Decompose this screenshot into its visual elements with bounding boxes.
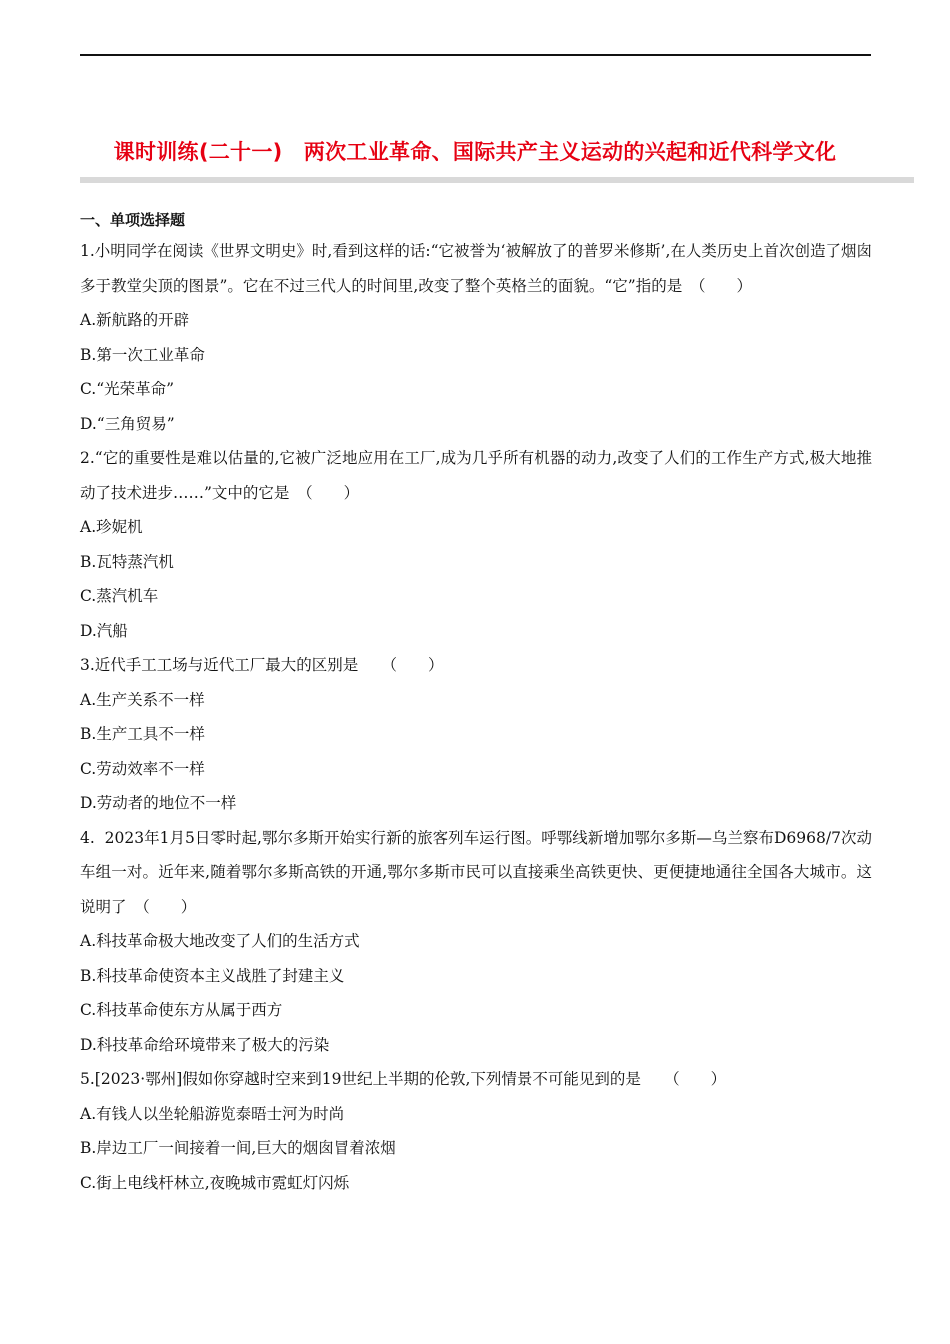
question-4 <box>80 821 872 1063</box>
option-b: B.生产工具不一样 <box>80 725 205 743</box>
header-rule <box>80 54 871 56</box>
option-a: A.生产关系不一样 <box>80 690 205 709</box>
question-5 <box>80 1062 872 1200</box>
question-stem: 1.小明同学在阅读《世界文明史》时,看到这样的话:“它被誉为‘被解放了的普罗米修斯’,在人类历史上首次创造了烟囱多于教堂尖顶的图景”。它在不过三代人的时间里,改变了整个英格兰的面貌。“它”指的是 （ ） <box>80 242 872 295</box>
option-c: C.劳动效率不一样 <box>80 759 205 778</box>
question-list <box>80 206 872 1200</box>
section-heading: 一、单项选择题 <box>80 211 186 229</box>
option-c: C.蒸汽机车 <box>80 587 159 605</box>
option-d: D.“三角贸易” <box>80 414 175 433</box>
option-c: C.“光荣革命” <box>80 380 175 398</box>
option-b: B.瓦特蒸汽机 <box>80 552 174 571</box>
option-b: B.岸边工厂一间接着一间,巨大的烟囱冒着浓烟 <box>80 1139 396 1157</box>
option-d: D.劳动者的地位不一样 <box>80 794 237 812</box>
option-b: B.第一次工业革命 <box>80 345 205 364</box>
question-stem: 3.近代手工工场与近代工厂最大的区别是 （ ） <box>80 656 444 674</box>
option-a: A.科技革命极大地改变了人们的生活方式 <box>80 932 360 950</box>
question-1 <box>80 234 872 441</box>
option-b: B.科技革命使资本主义战胜了封建主义 <box>80 966 345 985</box>
page-title: 课时训练(二十一) 两次工业革命、国际共产主义运动的兴起和近代科学文化 <box>113 140 837 164</box>
question-stem: 2.“它的重要性是难以估量的,它被广泛地应用在工厂,成为几乎所有机器的动力,改变了人们的工作生产方式,极大地推动了技术进步……”文中的它是 （ ） <box>80 449 872 502</box>
question-stem: 5.[2023·鄂州]假如你穿越时空来到19世纪上半期的伦敦,下列情景不可能见到的是 （ ） <box>80 1070 727 1088</box>
question-3 <box>80 648 872 821</box>
option-a: A.新航路的开辟 <box>80 311 190 329</box>
option-d: D.科技革命给环境带来了极大的污染 <box>80 1035 330 1054</box>
question-2 <box>80 441 872 648</box>
option-c: C.科技革命使东方从属于西方 <box>80 1001 283 1019</box>
option-a: A.珍妮机 <box>80 518 143 536</box>
title-underline-bar <box>80 177 914 183</box>
option-d: D.汽船 <box>80 621 128 640</box>
option-c: C.街上电线杆林立,夜晚城市霓虹灯闪烁 <box>80 1173 350 1192</box>
option-a: A.有钱人以坐轮船游览泰晤士河为时尚 <box>80 1104 345 1123</box>
question-stem: 4. 2023年1月5日零时起,鄂尔多斯开始实行新的旅客列车运行图。呼鄂线新增加鄂尔多斯—乌兰察布D6968/7次动车组一对。近年来,随着鄂尔多斯高铁的开通,鄂尔多斯市民可以直接乘坐高铁更快、更便捷地通往全国各大城市。这说明了 （ ） <box>80 828 872 916</box>
